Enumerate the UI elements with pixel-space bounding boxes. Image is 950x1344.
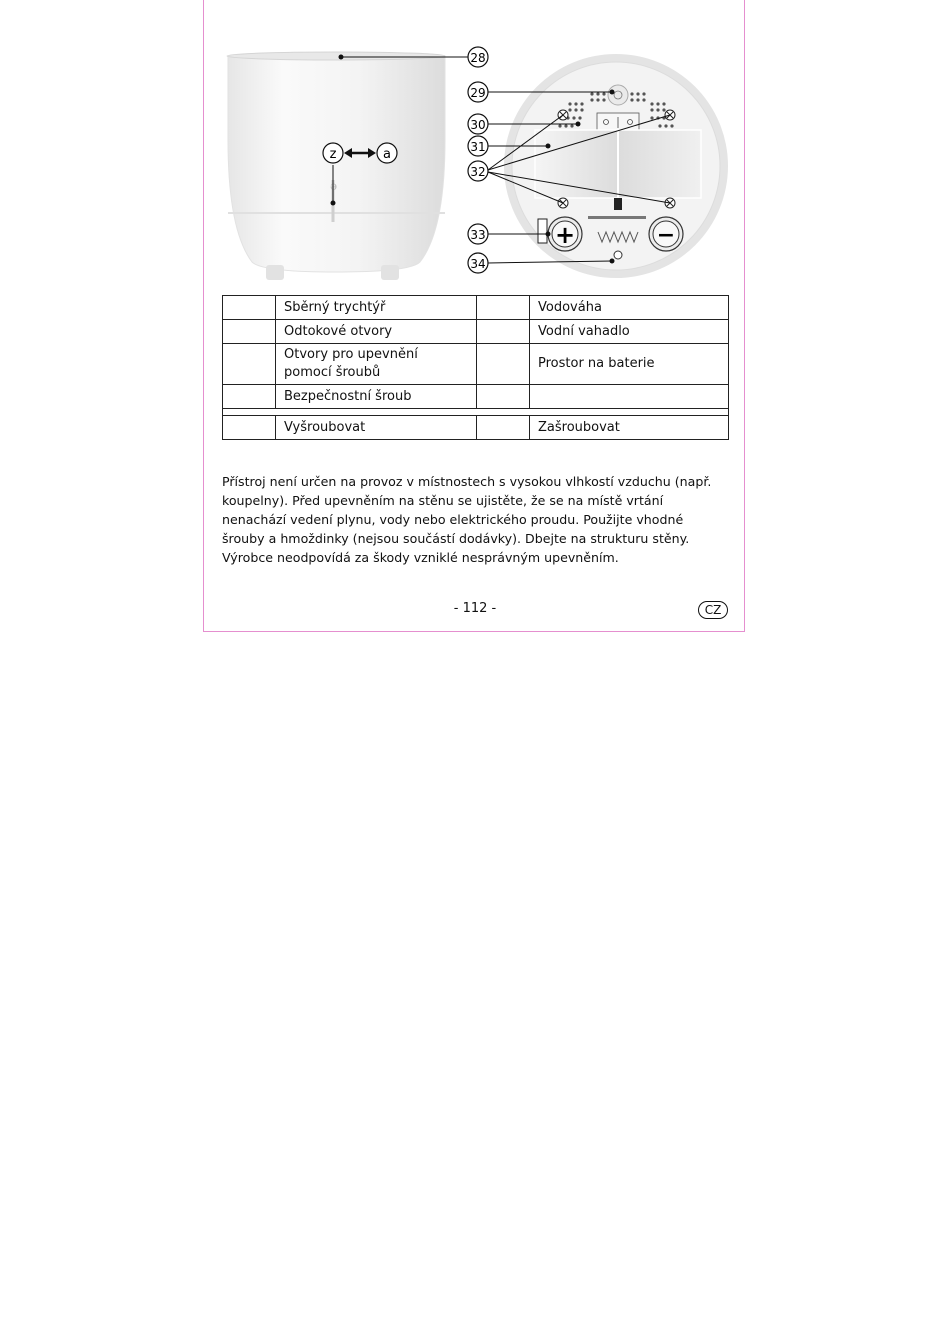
battery-plus-symbol: + (554, 221, 576, 249)
part-number-cell (223, 385, 276, 409)
part-number-cell (477, 416, 530, 440)
product-figure (0, 0, 950, 290)
mounting-warning-text: Přístroj není určen na provoz v místnostech s vysokou vlhkostí vzduchu (např. koupelny). Před upevněním na stěnu se ujistěte, že se na místě vrtání nenachází vedení plynu, vody nebo elektrického proudu. Použijte vhodné šrouby a hmoždinky (nejsou součástí dodávky). Dbejte na strukturu stěny. Výrobce neodpovídá za škody vzniklé nesprávným upevněním. (222, 474, 712, 565)
part-label-cell: Otvory pro upevnění pomocí šroubů (276, 344, 477, 385)
svg-text:ə: ə (330, 179, 338, 193)
callout-29: 29 (470, 86, 486, 100)
table-row (223, 416, 729, 440)
part-number-cell (477, 296, 530, 320)
direction-a-label: a (383, 147, 391, 162)
callout-31: 31 (470, 140, 486, 154)
table-row (223, 385, 729, 409)
part-label-cell (530, 385, 729, 409)
part-number-cell (477, 385, 530, 409)
page-number: - 112 - (453, 601, 497, 616)
callout-33: 33 (470, 228, 486, 242)
part-label-cell: Zašroubovat (530, 416, 729, 440)
device-bottom-view (504, 54, 728, 278)
part-label-cell: Bezpečnostní šroub (276, 385, 477, 409)
part-label-cell: Vodní vahadlo (530, 320, 729, 344)
callout-numbers (468, 47, 488, 273)
callout-34: 34 (470, 257, 486, 271)
parts-table (222, 295, 729, 440)
part-number-cell (477, 344, 530, 385)
part-label-cell: Odtokové otvory (276, 320, 477, 344)
callout-32: 32 (470, 165, 486, 179)
language-badge: CZ (698, 601, 728, 619)
spacer-cell (223, 409, 729, 416)
part-number-cell (223, 416, 276, 440)
direction-z-label: z (329, 147, 337, 162)
part-label-cell: Vodováha (530, 296, 729, 320)
table-row (223, 320, 729, 344)
part-number-cell (223, 344, 276, 385)
callout-28: 28 (470, 51, 486, 65)
battery-minus-symbol: − (656, 223, 676, 248)
callout-30: 30 (470, 118, 486, 132)
part-number-cell (223, 320, 276, 344)
part-label-cell: Prostor na baterie (530, 344, 729, 385)
device-front-view (227, 52, 445, 280)
part-label-cell: Sběrný trychtýř (276, 296, 477, 320)
part-label-cell: Vyšroubovat (276, 416, 477, 440)
part-number-cell (223, 296, 276, 320)
table-spacer-row (223, 409, 729, 416)
part-number-cell (477, 320, 530, 344)
table-row (223, 344, 729, 385)
table-row (223, 296, 729, 320)
